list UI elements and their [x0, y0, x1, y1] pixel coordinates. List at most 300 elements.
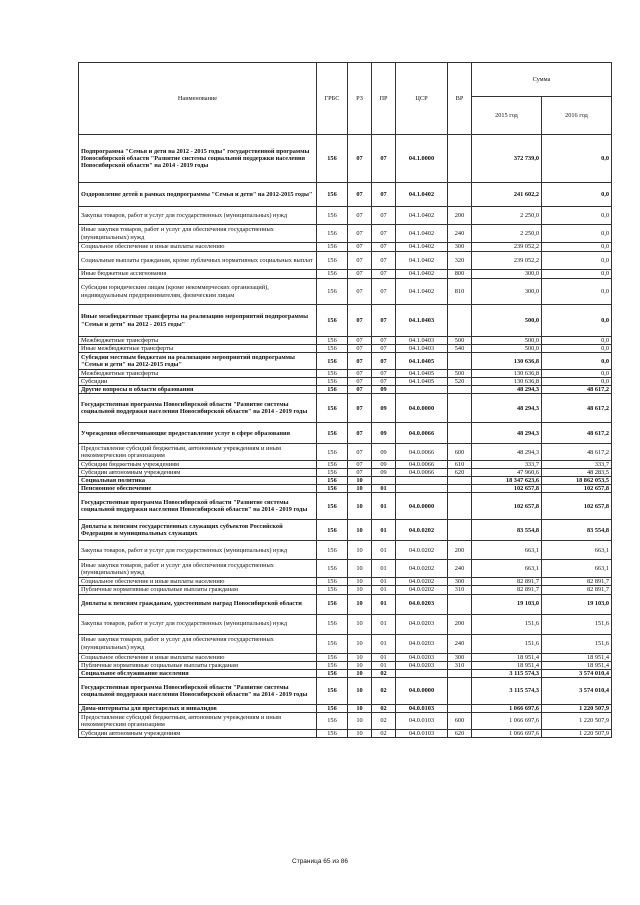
- cell-sum-2016: 0,0: [542, 270, 612, 279]
- cell-csr: 04.0.0203: [396, 661, 448, 669]
- cell-sum-2016: 0,0: [542, 135, 612, 183]
- cell-csr: 04.0.0103: [396, 712, 448, 729]
- cell-vr: 200: [448, 207, 472, 225]
- cell-grbs: 156: [317, 370, 348, 378]
- cell-csr: 04.1.0405: [396, 370, 448, 378]
- cell-pr: 01: [372, 634, 396, 653]
- cell-name: Социальные выплаты гражданам, кроме публичных нормативных социальных выплат: [79, 252, 317, 270]
- cell-rz: 07: [348, 337, 372, 345]
- cell-vr: 610: [448, 461, 472, 469]
- cell-vr: [448, 594, 472, 614]
- cell-vr: 310: [448, 661, 472, 669]
- col-header-grbs: ГРБС: [317, 63, 348, 135]
- cell-vr: 300: [448, 578, 472, 586]
- cell-sum-2015: 130 636,8: [472, 378, 542, 386]
- cell-grbs: 156: [317, 653, 348, 661]
- cell-sum-2015: 102 657,8: [472, 493, 542, 520]
- cell-csr: 04.0.0000: [396, 394, 448, 423]
- cell-vr: 520: [448, 378, 472, 386]
- cell-sum-2015: 663,1: [472, 541, 542, 560]
- cell-csr: 04.1.0402: [396, 243, 448, 252]
- cell-csr: 04.1.0402: [396, 207, 448, 225]
- cell-csr: 04.0.0202: [396, 586, 448, 594]
- cell-sum-2015: 1 066 697,6: [472, 729, 542, 737]
- cell-pr: 02: [372, 704, 396, 712]
- cell-pr: 09: [372, 444, 396, 461]
- cell-grbs: 156: [317, 378, 348, 386]
- cell-pr: 07: [372, 225, 396, 243]
- table-row: [79, 578, 612, 586]
- col-header-vr: ВР: [448, 63, 472, 135]
- table-row: [79, 560, 612, 578]
- cell-csr: 04.0.0000: [396, 677, 448, 704]
- table-row: [79, 225, 612, 243]
- table-row: [79, 614, 612, 634]
- cell-name: Другие вопросы в области образования: [79, 386, 317, 394]
- cell-csr: 04.1.0000: [396, 135, 448, 183]
- cell-rz: 07: [348, 461, 372, 469]
- cell-name: Закупка товаров, работ и услуг для государственных (муниципальных) нужд: [79, 614, 317, 634]
- cell-pr: [372, 477, 396, 485]
- cell-vr: 200: [448, 614, 472, 634]
- cell-grbs: 156: [317, 243, 348, 252]
- cell-vr: 800: [448, 270, 472, 279]
- cell-rz: 10: [348, 704, 372, 712]
- cell-sum-2015: 300,0: [472, 279, 542, 305]
- cell-vr: 200: [448, 541, 472, 560]
- cell-rz: 10: [348, 661, 372, 669]
- cell-rz: 10: [348, 653, 372, 661]
- table-row: [79, 207, 612, 225]
- cell-sum-2016: 1 220 507,9: [542, 712, 612, 729]
- cell-grbs: 156: [317, 586, 348, 594]
- cell-sum-2016: 19 103,0: [542, 594, 612, 614]
- cell-rz: 07: [348, 183, 372, 207]
- table-row: [79, 712, 612, 729]
- cell-sum-2016: 663,1: [542, 560, 612, 578]
- cell-pr: 01: [372, 653, 396, 661]
- cell-grbs: 156: [317, 661, 348, 669]
- table-row: [79, 677, 612, 704]
- table-row: [79, 353, 612, 370]
- cell-sum-2015: 1 066 697,6: [472, 712, 542, 729]
- cell-csr: 04.1.0402: [396, 279, 448, 305]
- cell-csr: 04.1.0402: [396, 225, 448, 243]
- col-header-2015: 2015 год: [472, 97, 542, 135]
- cell-sum-2015: 151,6: [472, 634, 542, 653]
- cell-rz: 10: [348, 729, 372, 737]
- cell-sum-2016: 0,0: [542, 183, 612, 207]
- cell-csr: 04.1.0403: [396, 345, 448, 353]
- cell-pr: 02: [372, 712, 396, 729]
- cell-grbs: 156: [317, 353, 348, 370]
- cell-sum-2015: 47 960,6: [472, 469, 542, 477]
- cell-grbs: 156: [317, 305, 348, 337]
- table-row: [79, 337, 612, 345]
- cell-grbs: 156: [317, 677, 348, 704]
- cell-grbs: 156: [317, 461, 348, 469]
- cell-vr: 500: [448, 370, 472, 378]
- cell-sum-2016: 0,0: [542, 252, 612, 270]
- cell-pr: 01: [372, 560, 396, 578]
- cell-sum-2015: 18 951,4: [472, 653, 542, 661]
- cell-rz: 10: [348, 712, 372, 729]
- table-row: [79, 183, 612, 207]
- cell-pr: 09: [372, 394, 396, 423]
- cell-sum-2015: 83 554,8: [472, 520, 542, 541]
- cell-vr: [448, 135, 472, 183]
- cell-sum-2016: 0,0: [542, 305, 612, 337]
- cell-rz: 07: [348, 243, 372, 252]
- cell-sum-2015: 500,0: [472, 345, 542, 353]
- cell-name: Субсидии местным бюджетам на реализацию мероприятий подпрограммы "Семья и дети" на 2012-2015 годы": [79, 353, 317, 370]
- cell-name: Социальное обеспечение и иные выплаты населению: [79, 653, 317, 661]
- table-row: [79, 444, 612, 461]
- cell-sum-2015: 3 115 574,3: [472, 669, 542, 677]
- table-row: [79, 586, 612, 594]
- cell-grbs: 156: [317, 493, 348, 520]
- col-header-name: Наименование: [79, 63, 317, 135]
- cell-grbs: 156: [317, 712, 348, 729]
- cell-pr: 01: [372, 520, 396, 541]
- cell-name: Субсидии юридическим лицам (кроме некоммерческих организаций), индивидуальным предпринимателям, физическим лицам: [79, 279, 317, 305]
- cell-sum-2016: 48 283,5: [542, 469, 612, 477]
- cell-sum-2016: 0,0: [542, 243, 612, 252]
- cell-rz: 07: [348, 345, 372, 353]
- cell-name: Социальное обеспечение и иные выплаты населению: [79, 578, 317, 586]
- cell-name: Публичные нормативные социальные выплаты гражданам: [79, 661, 317, 669]
- cell-sum-2016: 48 617,2: [542, 386, 612, 394]
- cell-vr: [448, 394, 472, 423]
- col-header-2016: 2016 год: [542, 97, 612, 135]
- table-row: [79, 704, 612, 712]
- cell-grbs: 156: [317, 669, 348, 677]
- cell-pr: 07: [372, 135, 396, 183]
- cell-rz: 10: [348, 594, 372, 614]
- cell-name: Иные межбюджетные трансферты: [79, 345, 317, 353]
- cell-rz: 10: [348, 520, 372, 541]
- cell-name: Социальное обеспечение и иные выплаты населению: [79, 243, 317, 252]
- cell-grbs: 156: [317, 279, 348, 305]
- cell-sum-2016: 663,1: [542, 541, 612, 560]
- cell-name: Подпрограмма "Семья и дети на 2012 - 2015 годы" государственной программы Новосибирской области "Развитие системы социальной поддержки населения Новосибирской области" на 2014 - 2019 годы: [79, 135, 317, 183]
- cell-pr: 01: [372, 578, 396, 586]
- cell-rz: 10: [348, 493, 372, 520]
- cell-sum-2016: 151,6: [542, 634, 612, 653]
- cell-sum-2015: 372 739,0: [472, 135, 542, 183]
- cell-sum-2016: 82 891,7: [542, 578, 612, 586]
- col-header-pr: ПР: [372, 63, 396, 135]
- cell-grbs: 156: [317, 252, 348, 270]
- cell-csr: 04.0.0202: [396, 520, 448, 541]
- cell-vr: 300: [448, 653, 472, 661]
- cell-rz: 10: [348, 578, 372, 586]
- cell-vr: [448, 485, 472, 493]
- cell-rz: 07: [348, 135, 372, 183]
- table-row: [79, 279, 612, 305]
- cell-sum-2016: 1 220 507,9: [542, 729, 612, 737]
- cell-sum-2016: 0,0: [542, 370, 612, 378]
- cell-pr: 07: [372, 243, 396, 252]
- cell-sum-2016: 0,0: [542, 225, 612, 243]
- cell-vr: 620: [448, 729, 472, 737]
- cell-vr: [448, 423, 472, 444]
- cell-sum-2015: 500,0: [472, 305, 542, 337]
- cell-sum-2015: 130 636,8: [472, 353, 542, 370]
- cell-csr: 04.0.0066: [396, 461, 448, 469]
- cell-grbs: 156: [317, 560, 348, 578]
- cell-name: Государственная программа Новосибирской области "Развитие системы социальной поддержки населения Новосибирской области" на 2014 - 2019 годы: [79, 394, 317, 423]
- cell-grbs: 156: [317, 520, 348, 541]
- cell-pr: 01: [372, 594, 396, 614]
- cell-grbs: 156: [317, 345, 348, 353]
- cell-sum-2015: 2 250,0: [472, 207, 542, 225]
- cell-sum-2016: 0,0: [542, 378, 612, 386]
- cell-csr: 04.0.0203: [396, 614, 448, 634]
- cell-csr: 04.0.0066: [396, 469, 448, 477]
- cell-sum-2015: 82 891,7: [472, 578, 542, 586]
- cell-sum-2016: 18 951,4: [542, 661, 612, 669]
- cell-pr: 02: [372, 669, 396, 677]
- cell-name: Межбюджетные трансферты: [79, 370, 317, 378]
- cell-sum-2016: 48 617,2: [542, 444, 612, 461]
- cell-sum-2015: 48 294,3: [472, 444, 542, 461]
- cell-sum-2015: 333,7: [472, 461, 542, 469]
- cell-vr: [448, 520, 472, 541]
- cell-vr: [448, 183, 472, 207]
- table-row: [79, 469, 612, 477]
- cell-name: Иные закупки товаров, работ и услуг для обеспечения государственных (муниципальных) нужд: [79, 560, 317, 578]
- table-row: [79, 541, 612, 560]
- cell-sum-2015: 239 052,2: [472, 252, 542, 270]
- cell-csr: 04.1.0402: [396, 183, 448, 207]
- cell-grbs: 156: [317, 634, 348, 653]
- cell-sum-2015: 3 115 574,3: [472, 677, 542, 704]
- cell-sum-2016: 18 862 053,5: [542, 477, 612, 485]
- table-row: [79, 345, 612, 353]
- cell-csr: [396, 477, 448, 485]
- cell-name: Доплаты к пенсиям гражданам, удостоенным наград Новосибирской области: [79, 594, 317, 614]
- cell-sum-2015: 241 602,2: [472, 183, 542, 207]
- cell-rz: 07: [348, 207, 372, 225]
- cell-sum-2016: 48 617,2: [542, 423, 612, 444]
- cell-csr: 04.0.0202: [396, 560, 448, 578]
- cell-rz: 10: [348, 586, 372, 594]
- cell-pr: 01: [372, 661, 396, 669]
- cell-csr: 04.1.0403: [396, 337, 448, 345]
- cell-name: Субсидии автономным учреждениям: [79, 729, 317, 737]
- cell-csr: 04.0.0103: [396, 729, 448, 737]
- cell-csr: [396, 485, 448, 493]
- cell-csr: 04.1.0402: [396, 270, 448, 279]
- table-row: [79, 520, 612, 541]
- cell-rz: 10: [348, 541, 372, 560]
- cell-rz: 07: [348, 423, 372, 444]
- cell-csr: 04.1.0405: [396, 378, 448, 386]
- cell-rz: 10: [348, 485, 372, 493]
- cell-vr: [448, 386, 472, 394]
- cell-vr: [448, 353, 472, 370]
- cell-csr: 04.0.0000: [396, 493, 448, 520]
- cell-vr: [448, 704, 472, 712]
- cell-rz: 07: [348, 279, 372, 305]
- cell-pr: 07: [372, 370, 396, 378]
- cell-vr: 240: [448, 634, 472, 653]
- cell-name: Дома-интернаты для престарелых и инвалидов: [79, 704, 317, 712]
- cell-vr: 240: [448, 560, 472, 578]
- cell-pr: 09: [372, 469, 396, 477]
- cell-name: Иные закупки товаров, работ и услуг для обеспечения государственных (муниципальных) нужд: [79, 225, 317, 243]
- cell-sum-2015: 151,6: [472, 614, 542, 634]
- cell-rz: 07: [348, 469, 372, 477]
- cell-sum-2015: 300,0: [472, 270, 542, 279]
- cell-sum-2016: 0,0: [542, 279, 612, 305]
- cell-sum-2016: 0,0: [542, 345, 612, 353]
- cell-csr: 04.1.0402: [396, 252, 448, 270]
- table-row: [79, 423, 612, 444]
- cell-vr: 620: [448, 469, 472, 477]
- cell-sum-2015: 48 294,3: [472, 423, 542, 444]
- table-row: [79, 485, 612, 493]
- cell-sum-2016: 3 574 010,4: [542, 677, 612, 704]
- col-header-csr: ЦСР: [396, 63, 448, 135]
- cell-csr: 04.0.0203: [396, 594, 448, 614]
- cell-grbs: 156: [317, 444, 348, 461]
- cell-sum-2016: 0,0: [542, 337, 612, 345]
- cell-sum-2015: 239 052,2: [472, 243, 542, 252]
- cell-pr: 07: [372, 279, 396, 305]
- table-row: [79, 493, 612, 520]
- table-body: [79, 135, 612, 738]
- table-row: [79, 378, 612, 386]
- cell-vr: 240: [448, 225, 472, 243]
- cell-vr: 540: [448, 345, 472, 353]
- cell-pr: 01: [372, 541, 396, 560]
- cell-grbs: 156: [317, 578, 348, 586]
- table-row: [79, 135, 612, 183]
- cell-sum-2015: 102 657,8: [472, 485, 542, 493]
- cell-csr: 04.0.0203: [396, 634, 448, 653]
- table-row: [79, 634, 612, 653]
- cell-name: Оздоровление детей в рамках подпрограммы "Семья и дети" на 2012-2015 годы": [79, 183, 317, 207]
- cell-sum-2015: 1 066 697,6: [472, 704, 542, 712]
- table-row: [79, 461, 612, 469]
- cell-name: Доплаты к пенсиям государственных служащих субъектов Российской Федерации и муниципальных служащих: [79, 520, 317, 541]
- cell-sum-2016: 1 220 507,9: [542, 704, 612, 712]
- cell-rz: 10: [348, 477, 372, 485]
- cell-sum-2015: 19 103,0: [472, 594, 542, 614]
- cell-name: Государственная программа Новосибирской области "Развитие системы социальной поддержки населения Новосибирской области" на 2014 - 2019 годы: [79, 677, 317, 704]
- table-row: [79, 594, 612, 614]
- cell-vr: 600: [448, 444, 472, 461]
- cell-name: Межбюджетные трансферты: [79, 337, 317, 345]
- cell-sum-2015: 2 250,0: [472, 225, 542, 243]
- cell-rz: 10: [348, 560, 372, 578]
- table-row: [79, 729, 612, 737]
- cell-pr: 01: [372, 614, 396, 634]
- cell-name: Предоставление субсидий бюджетным, автономным учреждениям и иным некоммерческим организациям: [79, 712, 317, 729]
- cell-vr: 300: [448, 243, 472, 252]
- cell-name: Иные межбюджетные трансферты на реализацию мероприятий подпрограммы "Семья и дети" на 2012 - 2015 годы": [79, 305, 317, 337]
- cell-name: Пенсионное обеспечение: [79, 485, 317, 493]
- cell-rz: 07: [348, 225, 372, 243]
- cell-name: Государственная программа Новосибирской области "Развитие системы социальной поддержки населения Новосибирской области" на 2014 - 2019 годы: [79, 493, 317, 520]
- cell-rz: 07: [348, 270, 372, 279]
- cell-pr: 02: [372, 677, 396, 704]
- cell-grbs: 156: [317, 386, 348, 394]
- table-row: [79, 477, 612, 485]
- cell-sum-2015: 130 636,8: [472, 370, 542, 378]
- header-row-1: [79, 63, 612, 97]
- cell-pr: 07: [372, 270, 396, 279]
- cell-csr: [396, 669, 448, 677]
- table-row: [79, 653, 612, 661]
- cell-name: Субсидии автономным учреждениям: [79, 469, 317, 477]
- cell-name: Закупка товаров, работ и услуг для государственных (муниципальных) нужд: [79, 207, 317, 225]
- cell-name: Иные бюджетные ассигнования: [79, 270, 317, 279]
- cell-pr: 02: [372, 729, 396, 737]
- cell-csr: 04.0.0103: [396, 704, 448, 712]
- cell-vr: [448, 493, 472, 520]
- table-row: [79, 661, 612, 669]
- cell-rz: 07: [348, 378, 372, 386]
- cell-pr: 09: [372, 386, 396, 394]
- cell-grbs: 156: [317, 423, 348, 444]
- cell-grbs: 156: [317, 477, 348, 485]
- cell-vr: 310: [448, 586, 472, 594]
- table-row: [79, 370, 612, 378]
- cell-grbs: 156: [317, 485, 348, 493]
- cell-pr: 07: [372, 183, 396, 207]
- cell-pr: 07: [372, 345, 396, 353]
- cell-sum-2016: 151,6: [542, 614, 612, 634]
- cell-sum-2015: 18 347 623,6: [472, 477, 542, 485]
- cell-vr: [448, 677, 472, 704]
- cell-vr: 810: [448, 279, 472, 305]
- cell-pr: 07: [372, 378, 396, 386]
- cell-vr: 600: [448, 712, 472, 729]
- cell-rz: 10: [348, 614, 372, 634]
- cell-pr: 09: [372, 423, 396, 444]
- cell-pr: 01: [372, 493, 396, 520]
- cell-grbs: 156: [317, 541, 348, 560]
- cell-grbs: 156: [317, 704, 348, 712]
- cell-name: Закупка товаров, работ и услуг для государственных (муниципальных) нужд: [79, 541, 317, 560]
- cell-sum-2015: 48 294,3: [472, 386, 542, 394]
- table-row: [79, 252, 612, 270]
- cell-vr: 320: [448, 252, 472, 270]
- cell-grbs: 156: [317, 270, 348, 279]
- page-footer: Страница 65 из 86: [292, 858, 348, 865]
- cell-rz: 07: [348, 394, 372, 423]
- cell-csr: 04.0.0203: [396, 653, 448, 661]
- cell-grbs: 156: [317, 337, 348, 345]
- table-row: [79, 270, 612, 279]
- cell-pr: 07: [372, 305, 396, 337]
- cell-vr: [448, 669, 472, 677]
- cell-grbs: 156: [317, 394, 348, 423]
- cell-rz: 10: [348, 669, 372, 677]
- cell-name: Иные закупки товаров, работ и услуг для обеспечения государственных (муниципальных) нужд: [79, 634, 317, 653]
- cell-csr: 04.0.0202: [396, 541, 448, 560]
- cell-pr: 01: [372, 586, 396, 594]
- table-row: [79, 669, 612, 677]
- cell-csr: 04.1.0403: [396, 305, 448, 337]
- col-header-rz: РЗ: [348, 63, 372, 135]
- cell-name: Социальное обслуживание населения: [79, 669, 317, 677]
- cell-sum-2016: 82 891,7: [542, 586, 612, 594]
- cell-sum-2016: 102 657,8: [542, 493, 612, 520]
